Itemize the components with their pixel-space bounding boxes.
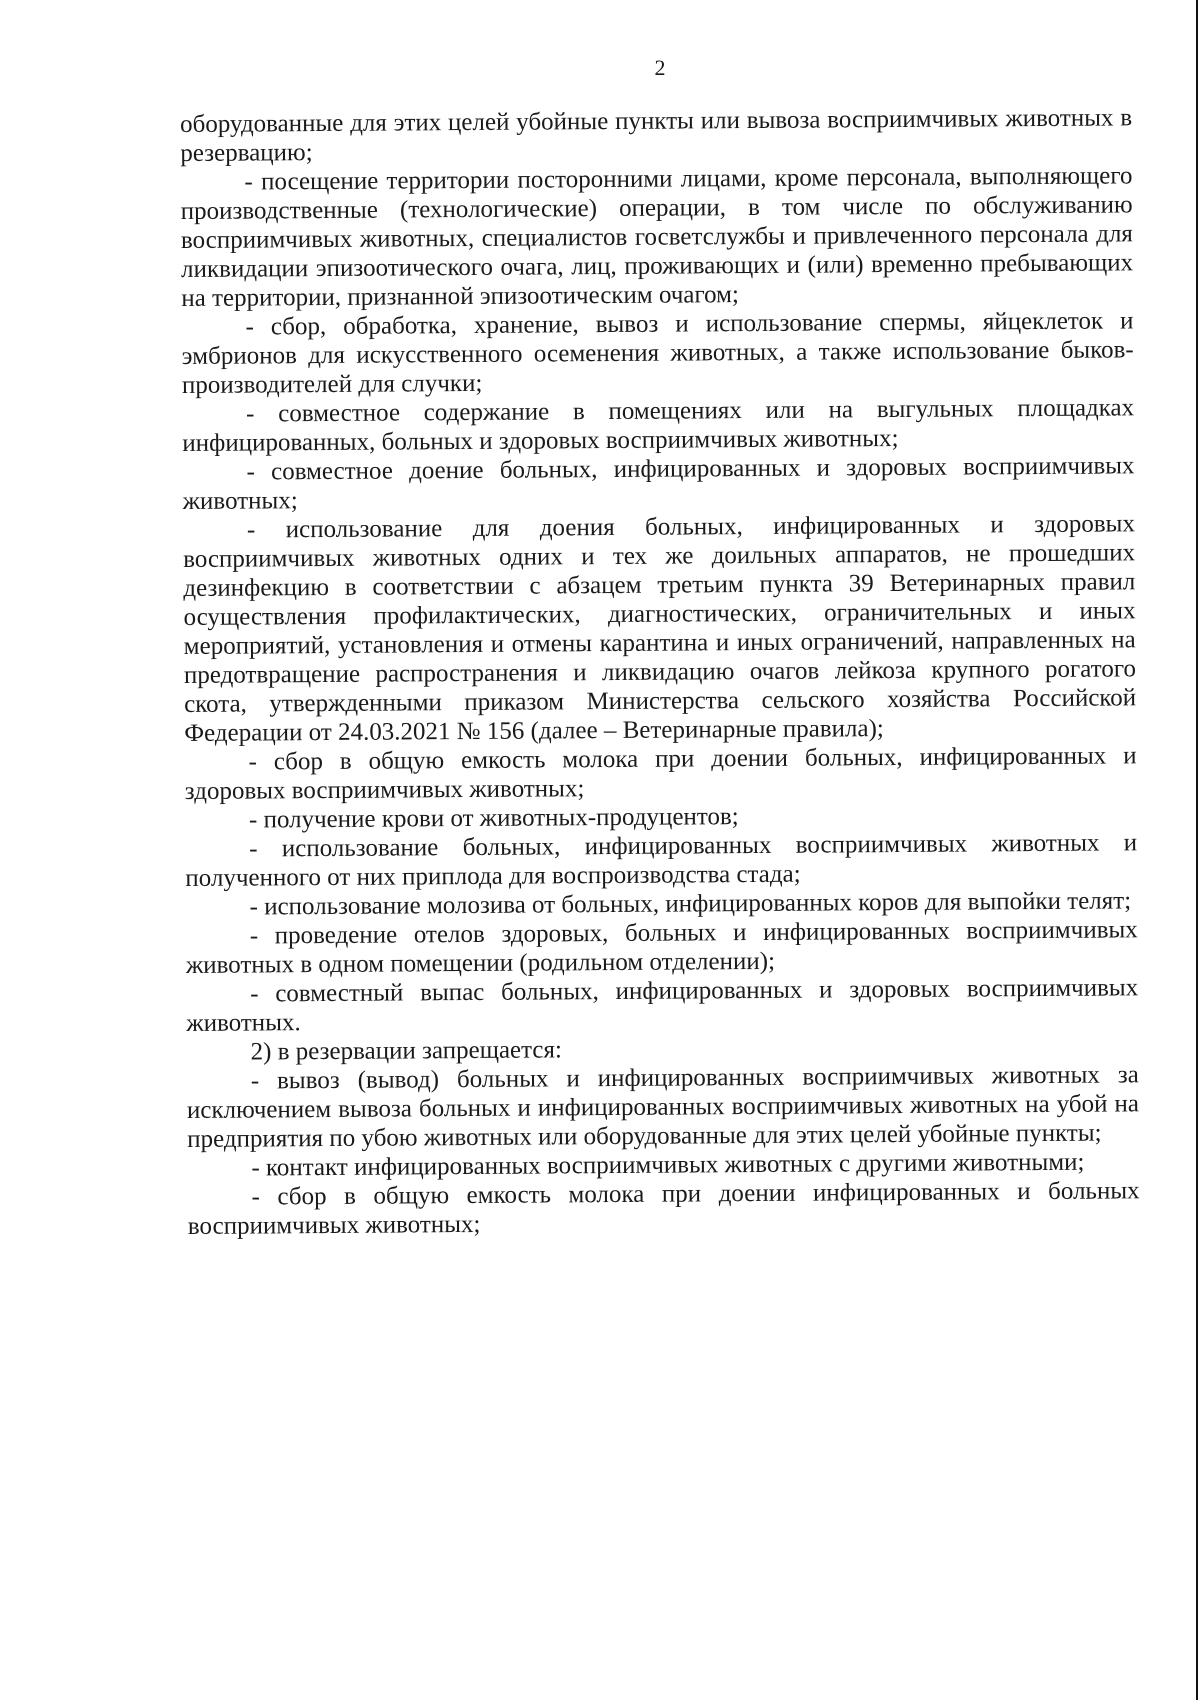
paragraph-item: - контакт инфицированных восприимчивых животных с другими животными; <box>251 1148 1085 1182</box>
paragraph-item: - посещение территории посторонними лицами, кроме персонала, выполняющего производственные (технологические) операции, в том числе по обслуживанию восприимчивых животных, специалистов госветслужбы и привлеченного персонала для ликвидации эпизоотического очага, лиц, проживающих и (или) временно пребывающих на территории, признанной эпизоотическим очагом; <box>180 162 1134 312</box>
paragraph-item: - вывоз (вывод) больных и инфицированных восприимчивых животных за исключением вывоза больных и инфицированных восприимчивых животных на убой на предприятия по убою животных или оборудованные для этих целей убойные пункты; <box>186 1061 1140 1153</box>
page-number: 2 <box>654 55 666 80</box>
scan-edge-line <box>1196 0 1198 1700</box>
paragraph-item: - совместное содержание в помещениях или на выгульных площадках инфицированных, больных и здоровых восприимчивых животных; <box>182 394 1135 457</box>
paragraph-item: - сбор в общую емкость молока при доении больных, инфицированных и здоровых восприимчивых животных; <box>184 742 1137 805</box>
paragraph-continuation: оборудованные для этих целей убойные пункты или вывоза восприимчивых животных в резервацию; <box>180 104 1133 167</box>
paragraph-item: - совместный выпас больных, инфицированных и здоровых восприимчивых животных. <box>186 974 1139 1037</box>
paragraph-item: - использование больных, инфицированных восприимчивых животных и полученного от них приплода для воспроизводства стада; <box>185 829 1138 892</box>
paragraph-item: - использование для доения больных, инфицированных и здоровых восприимчивых животных одних и тех же доильных аппаратов, не прошедших дезинфекцию в соответствии с абзацем третьим пункта 39 Ветеринарных правил осуществления профилактических, диагностических, ограничительных и иных мероприятий, установления и отмены карантина и иных ограничений, направленных на предотвращение распространения и ликвидацию очагов лейкоза крупного рогатого скота, утвержденными приказом Министерства сельского хозяйства Российской Федерации от 24.03.2021 № 156 (далее – Ветеринарные правила); <box>183 510 1137 747</box>
paragraph-item: - сбор, обработка, хранение, вывоз и использование спермы, яйцеклеток и эмбрионов для искусственного осеменения животных, а также использование быков-производителей для случки; <box>181 307 1134 399</box>
paragraph-item: - сбор в общую емкость молока при доении инфицированных и больных восприимчивых животных; <box>187 1177 1140 1240</box>
section-heading: 2) в резервации запрещается: <box>250 1036 562 1066</box>
document-body <box>180 103 1140 1241</box>
paragraph-item: - проведение отелов здоровых, больных и инфицированных восприимчивых животных в одном помещении (родильном отделении); <box>185 916 1138 979</box>
paragraph-item: - совместное доение больных, инфицированных и здоровых восприимчивых животных; <box>182 452 1135 515</box>
paragraph-item: - использование молозива от больных, инфицированных коров для выпойки телят; <box>249 887 1132 921</box>
paragraph-item: - получение крови от животных-продуцентов; <box>248 803 739 834</box>
